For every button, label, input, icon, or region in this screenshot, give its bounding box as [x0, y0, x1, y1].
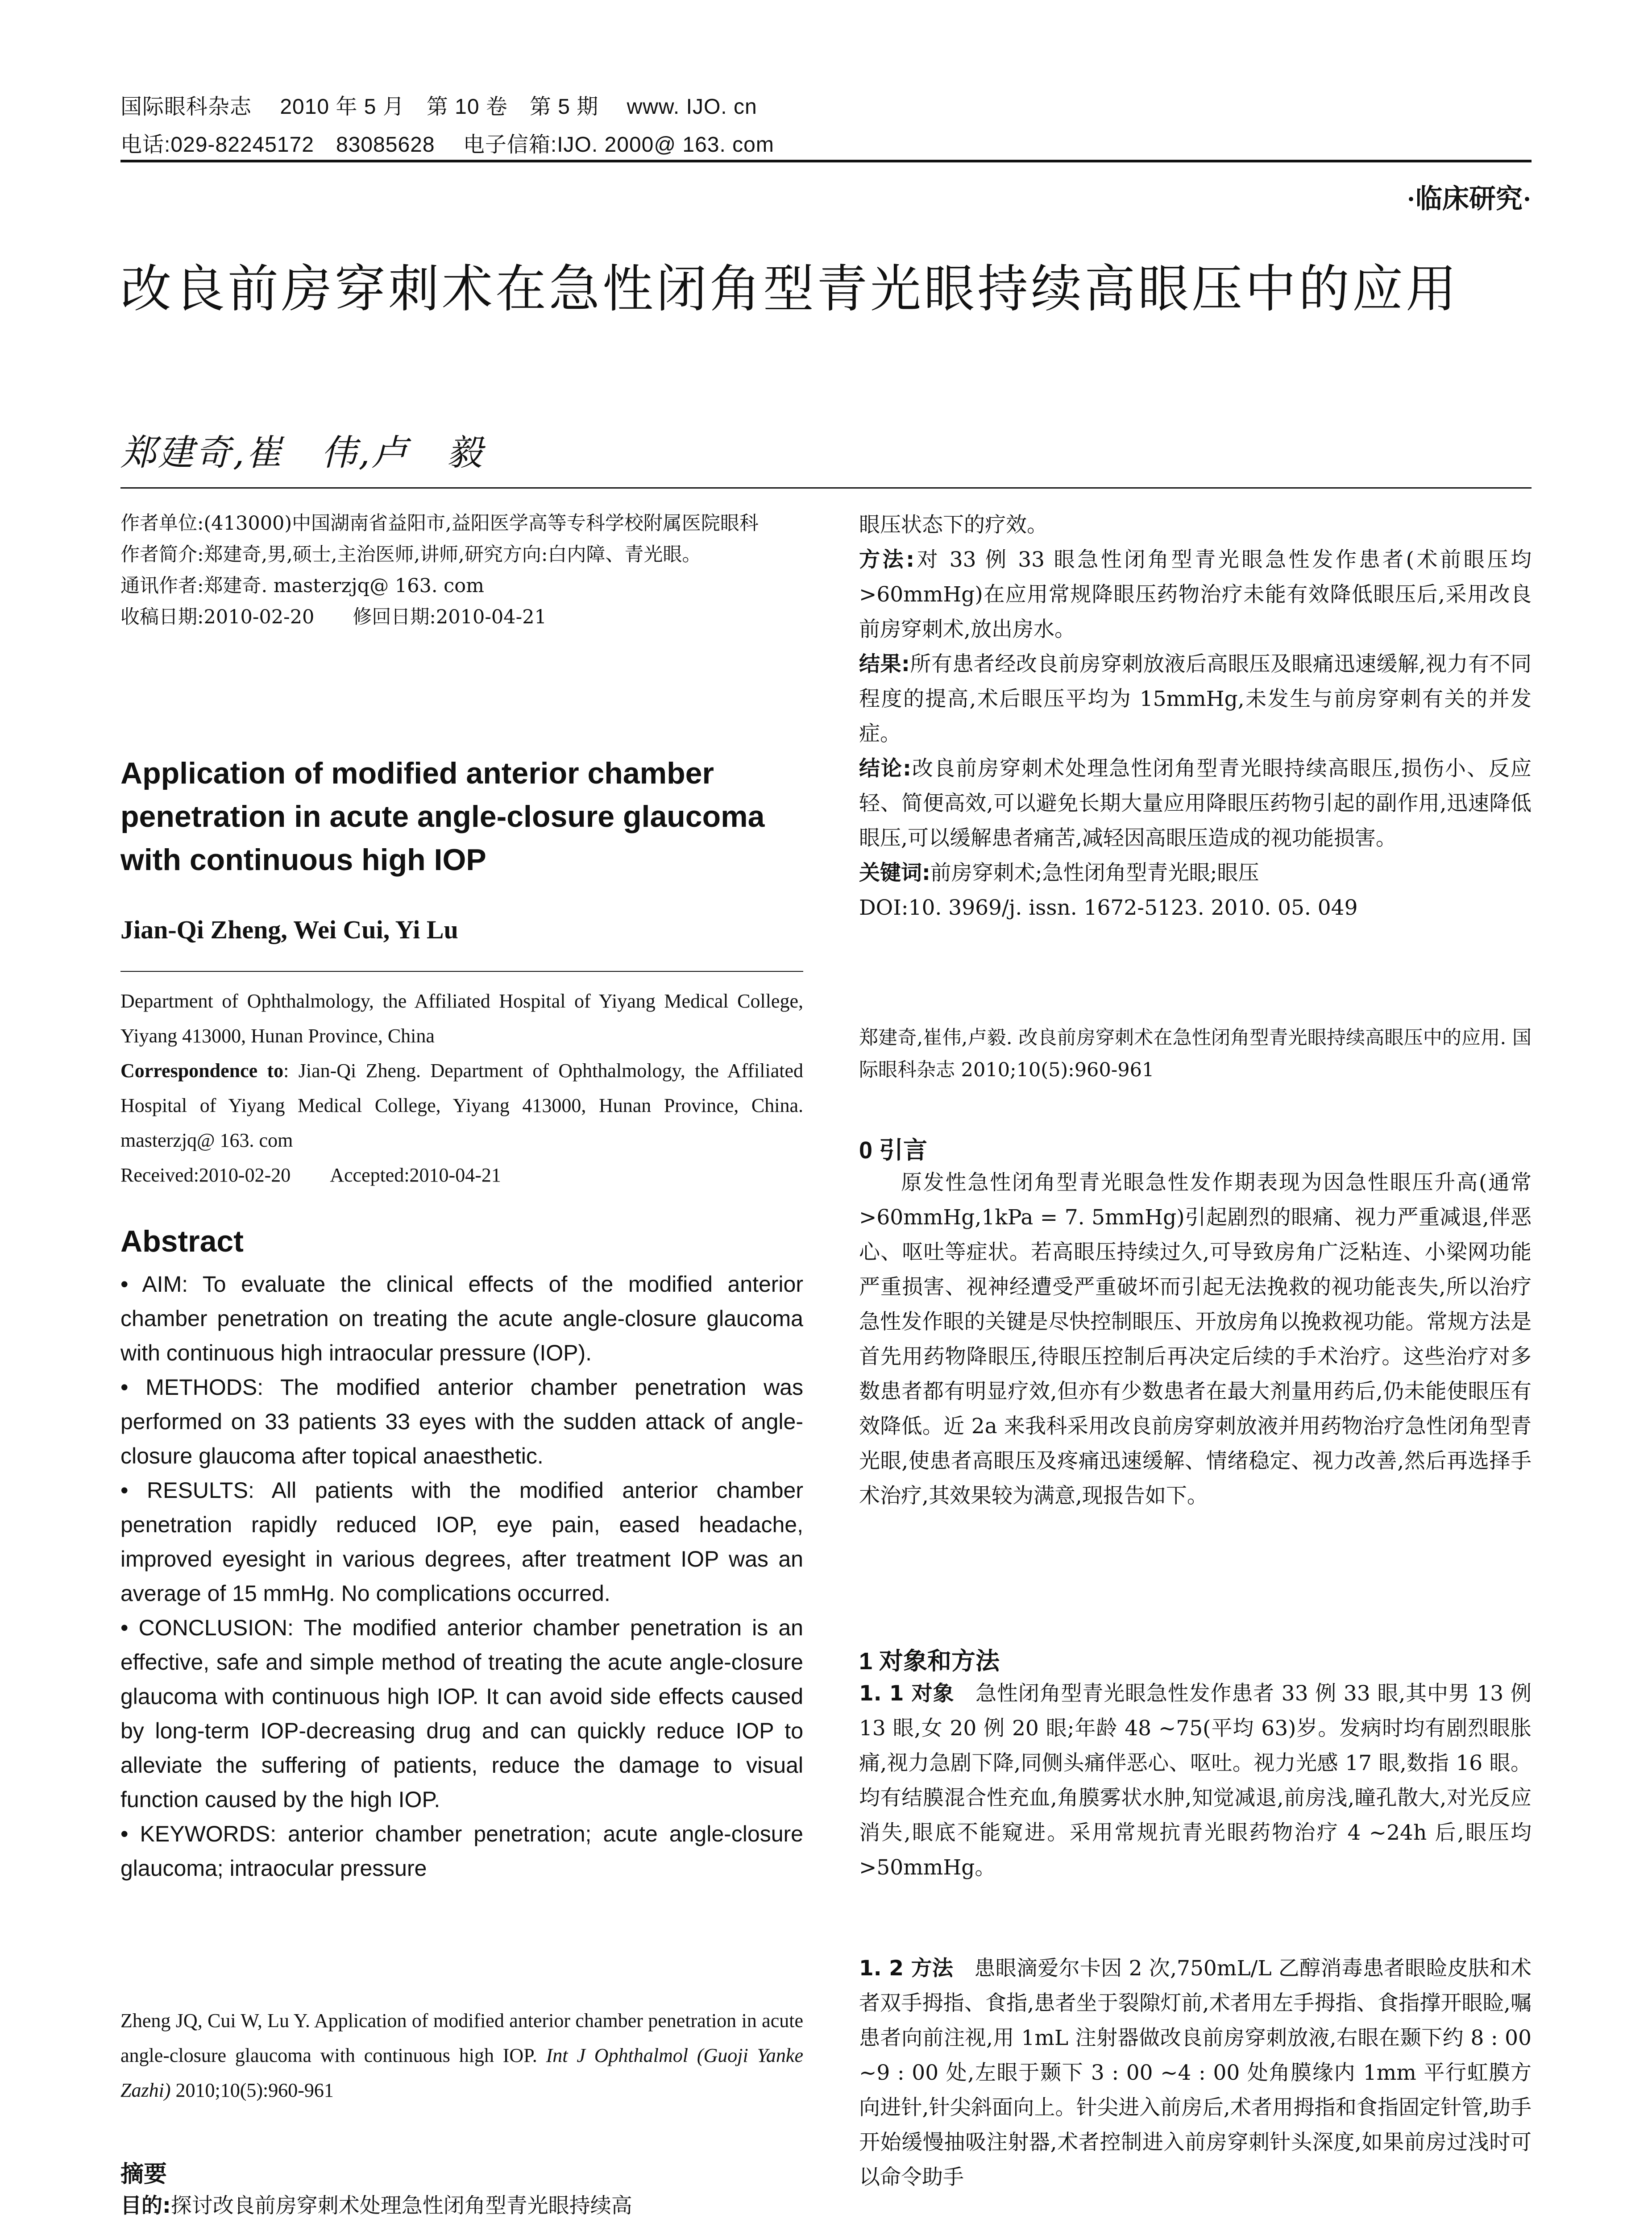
correspondence-en — [120, 1053, 803, 1158]
zh-abstract-continued — [859, 508, 1532, 925]
doi: DOI:10. 3969/j. issn. 1672-5123. 2010. 05. 049 — [859, 896, 1358, 920]
received-accepted: Received:2010-02-20 Accepted:2010-04-21 — [120, 1164, 501, 1186]
results-text: 所有患者经改良前房穿刺放液后高眼压及眼痛迅速缓解,视力有不同程度的提高,术后眼压平均为 15mmHg,未发生与前房穿刺有关的并发症。 — [859, 652, 1532, 746]
citation-zh-text: 郑建奇,崔伟,卢毅. 改良前房穿刺术在急性闭角型青光眼持续高眼压中的应用. 国际眼科杂志 2010;10(5):960-961 — [859, 1027, 1532, 1081]
keywords-text: 前房穿刺术;急性闭角型青光眼;眼压 — [930, 861, 1259, 885]
methods-heading: 1 对象和方法 — [859, 1648, 1000, 1675]
citation-zh — [859, 1022, 1532, 1086]
author-intro: 作者简介:郑建奇,男,硕士,主治医师,讲师,研究方向:白内障、青光眼。 — [120, 543, 701, 566]
section-1-1 — [859, 1676, 1532, 1885]
header-divider — [120, 160, 1532, 162]
zh-methods — [859, 543, 1532, 647]
abstract-heading: Abstract — [120, 1224, 244, 1258]
citation-en-volume: 2010;10(5):960-961 — [170, 2079, 334, 2101]
section-1-1-text: 急性闭角型青光眼急性发作患者 33 例 33 眼,其中男 13 例 13 眼,女 20 例 20 眼;年龄 48 ~75(平均 63)岁。发病时均有剧烈眼胀痛,视力急剧下降,同侧头痛伴恶心、呕吐。视力光感 17 眼,数指 16 眼。均有结膜混合性充血,角膜雾状水肿,知觉减退,前房浅,瞳孔散大,对光反应消失,眼底不能窥进。采用常规抗青光眼药物治疗 4 ~24h 后,眼压均 >50mmHg。 — [859, 1681, 1532, 1880]
purpose-label: 目的: — [120, 2194, 171, 2218]
section-1-2-text: 患眼滴爱尔卡因 2 次,750mL/L 乙醇消毒患者眼睑皮肤和术者双手拇指、食指,患者坐于裂隙灯前,术者用左手拇指、食指撑开眼睑,嘱患者向前注视,用 1mL 注射器做改良前房穿刺放液,右眼在颞下约 8 : 00 ~9 : 00 处,左眼于颞下 3 : 00 ~4 : 00 处角膜缘内 1mm 平行虹膜方向进针,针尖斜面向上。针尖进入前房后,术者用拇指和食指固定针管,助手开始缓慢抽吸注射器,术者控制进入前房穿刺针头深度,如果前房过浅时可以命令助手 — [859, 1956, 1532, 2190]
department-en: Department of Ophthalmology, the Affiliated Hospital of Yiyang Medical College, Yiyang 413000, Hunan Province, China — [120, 990, 803, 1047]
purpose-continued: 眼压状态下的疗效。 — [859, 513, 1048, 537]
article-title-zh: 改良前房穿刺术在急性闭角型青光眼持续高眼压中的应用 — [120, 259, 1460, 319]
methods-text: 对 33 例 33 眼急性闭角型青光眼急性发作患者(术前眼压均 >60mmHg)在应用常规降眼压药物治疗未能有效降低眼压后,采用改良前房穿刺术,放出房水。 — [859, 547, 1532, 642]
methods-label: 方法: — [859, 547, 915, 572]
authors-zh: 郑建奇,崔 伟,卢 毅 — [120, 432, 484, 473]
abstract-keywords: • KEYWORDS: anterior chamber penetration; acute angle-closure glaucoma; intraocular pressure — [120, 1821, 803, 1881]
section-1-2 — [859, 1951, 1532, 2195]
affiliation: 作者单位:(413000)中国湖南省益阳市,益阳医学高等专科学校附属医院眼科 — [120, 512, 759, 535]
zh-conclusion — [859, 751, 1532, 856]
journal-info: 国际眼科杂志 2010 年 5 月 第 10 卷 第 5 期 www. IJO. cn — [120, 95, 757, 119]
abstract-aim: • AIM: To evaluate the clinical effects of the modified anterior chamber penetration on treating the acute angle-closure glaucoma with continuous high intraocular pressure (IOP). — [120, 1272, 803, 1365]
article-title-en: Application of modified anterior chamber penetration in acute angle-closure glaucoma with continuous high IOP — [120, 756, 765, 877]
section-1-1-label: 1. 1 对象 — [859, 1681, 955, 1706]
citation-en — [120, 2003, 803, 2108]
conclusion-label: 结论: — [859, 756, 911, 781]
intro-text: 原发性急性闭角型青光眼急性发作期表现为因急性眼压升高(通常 >60mmHg,1kPa = 7. 5mmHg)引起剧烈的眼痛、视力严重减退,伴恶心、呕吐等症状。若高眼压持续过久,可导致房角广泛粘连、小梁网功能严重损害、视神经遭受严重破坏而引起无法挽救的视功能丧失,所以治疗急性发作眼的关键是尽快控制眼压、开放房角以挽救视功能。常规方法是首先用药物降眼压,待眼压控制后再决定后续的手术治疗。这些治疗对多数患者都有明显疗效,但亦有少数患者在最大剂量用药后,仍未能使眼压有效降低。近 2a 来我科采用改良前房穿刺放液并用药物治疗急性闭角型青光眼,使患者高眼压及疼痛迅速缓解、情绪稳定、视力改善,然后再选择手术治疗,其效果较为满意,现报告如下。 — [859, 1170, 1532, 1508]
citation-en-main: Zheng JQ, Cui W, Lu Y. Application of modified anterior chamber penetration in acute angle-closure glaucoma with continuous high IOP. — [120, 2010, 803, 2066]
authors-en: Jian-Qi Zheng, Wei Cui, Yi Lu — [120, 915, 458, 944]
intro-body — [859, 1165, 1532, 1514]
intro-heading: 0 引言 — [859, 1137, 928, 1164]
keywords-label: 关键词: — [859, 861, 930, 885]
journal-contact: 电话:029-82245172 83085628 电子信箱:IJO. 2000@ 163. com — [120, 133, 774, 157]
affiliation-en-block — [120, 984, 803, 1193]
english-divider — [120, 971, 803, 972]
title-divider — [120, 487, 1532, 489]
dates: 收稿日期:2010-02-20 修回日期:2010-04-21 — [120, 606, 547, 628]
section-tag: ·临床研究· — [1406, 184, 1532, 214]
abstract-conclusion: • CONCLUSION: The modified anterior chamber penetration is an effective, safe and simple method of treating the acute angle-closure glaucoma with continuous high IOP. It can avoid side effects caused by long-term IOP-decreasing drug and can quickly reduce IOP to alleviate the suffering of patients, reduce the damage to visual function caused by the high IOP. — [120, 1615, 803, 1812]
corresponding-author: 通讯作者:郑建奇. masterzjq@ 163. com — [120, 575, 484, 597]
zh-keywords — [859, 856, 1532, 891]
purpose-text: 探讨改良前房穿刺术处理急性闭角型青光眼持续高 — [170, 2194, 632, 2218]
zh-abstract-heading: 摘要 — [120, 2161, 167, 2187]
author-notes — [120, 508, 803, 633]
section-1-2-label: 1. 2 方法 — [859, 1956, 954, 1981]
abstract-body — [120, 1267, 803, 1886]
abstract-methods: • METHODS: The modified anterior chamber penetration was performed on 33 patients 33 eyes with the sudden attack of angle-closure glaucoma after topical anaesthetic. — [120, 1375, 803, 1468]
conclusion-text: 改良前房穿刺术处理急性闭角型青光眼持续高眼压,损伤小、反应轻、简便高效,可以避免长期大量应用降眼压药物引起的副作用,迅速降低眼压,可以缓解患者痛苦,减轻因高眼压造成的视功能损害。 — [859, 756, 1532, 850]
zh-results — [859, 647, 1532, 751]
correspondence-label: Correspondence to — [120, 1060, 284, 1082]
results-label: 结果: — [859, 652, 910, 676]
citation-en-journal: Int J Ophthalmol (Guoji Yanke Zazhi) — [120, 2044, 803, 2101]
abstract-results: • RESULTS: All patients with the modified anterior chamber penetration rapidly reduced IOP, eye pain, eased headache, improved eyesight in various degrees, after treatment IOP was an average of 15 mmHg. No complications occurred. — [120, 1478, 803, 1606]
correspondence-text: : Jian-Qi Zheng. Department of Ophthalmology, the Affiliated Hospital of Yiyang Medical College, Yiyang 413000, Hunan Province, China. masterzjq@ 163. com — [120, 1060, 803, 1151]
zh-abstract-purpose — [120, 2189, 803, 2223]
